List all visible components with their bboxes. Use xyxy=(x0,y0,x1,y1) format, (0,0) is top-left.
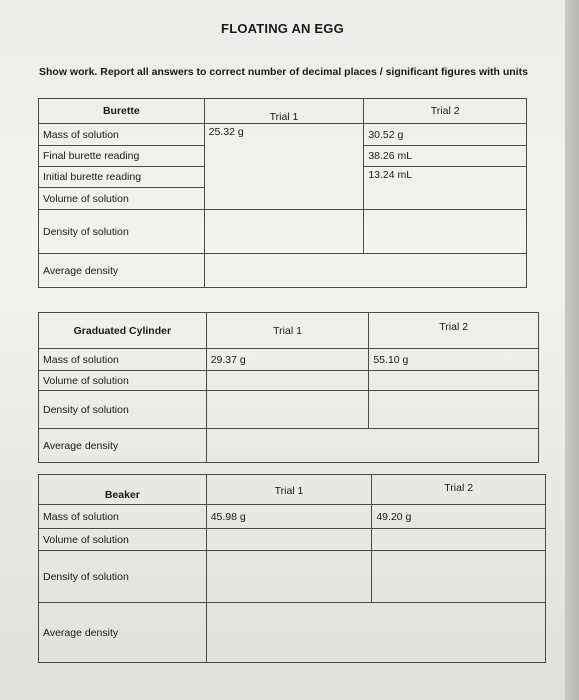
burette-row-label: Final burette reading xyxy=(39,146,205,167)
cylinder-row-label: Volume of solution xyxy=(39,371,207,391)
cylinder-average-cell xyxy=(206,429,538,463)
cylinder-trial2-volume xyxy=(369,371,539,391)
burette-trial2-initial: 13.24 mL xyxy=(364,167,527,210)
cylinder-trial1-density xyxy=(206,391,369,429)
cylinder-trial2-mass: 55.10 g xyxy=(369,349,539,371)
burette-trial2-header: Trial 2 xyxy=(364,99,527,124)
cylinder-trial1-mass: 29.37 g xyxy=(206,349,369,371)
beaker-row-label: Mass of solution xyxy=(39,505,207,529)
cylinder-header: Graduated Cylinder xyxy=(39,313,207,349)
burette-row-label: Mass of solution xyxy=(39,124,205,146)
burette-row-label: Average density xyxy=(39,254,205,288)
beaker-table xyxy=(38,474,546,663)
beaker-header: Beaker xyxy=(39,475,207,505)
background-edge xyxy=(565,0,579,700)
beaker-trial2-volume xyxy=(372,529,546,551)
beaker-trial1-header: Trial 1 xyxy=(206,475,372,505)
burette-header: Burette xyxy=(39,99,205,124)
beaker-row-label: Density of solution xyxy=(39,551,207,603)
beaker-trial2-mass: 49.20 g xyxy=(372,505,546,529)
cylinder-row-label: Density of solution xyxy=(39,391,207,429)
beaker-trial2-header: Trial 2 xyxy=(372,475,546,505)
beaker-trial2-density xyxy=(372,551,546,603)
burette-row-label: Density of solution xyxy=(39,210,205,254)
cylinder-trial1-volume xyxy=(206,371,369,391)
cylinder-row-label: Average density xyxy=(39,429,207,463)
beaker-trial1-volume xyxy=(206,529,372,551)
burette-trial2-density xyxy=(364,210,527,254)
cylinder-trial2-header: Trial 2 xyxy=(369,313,539,349)
burette-trial2-final: 38.26 mL xyxy=(364,146,527,167)
beaker-trial1-density xyxy=(206,551,372,603)
graduated-cylinder-table xyxy=(38,312,539,463)
beaker-average-cell xyxy=(206,603,545,663)
burette-trial1-mass: 25.32 g xyxy=(204,124,364,210)
burette-row-label: Volume of solution xyxy=(39,188,205,210)
burette-trial1-density xyxy=(204,210,364,254)
page-title: FLOATING AN EGG xyxy=(221,21,344,36)
burette-trial1-header: Trial 1 xyxy=(204,99,364,124)
cylinder-trial1-header: Trial 1 xyxy=(206,313,369,349)
instructions-text: Show work. Report all answers to correct number of decimal places / significant figures with units xyxy=(39,66,528,78)
burette-row-label: Initial burette reading xyxy=(39,167,205,188)
cylinder-trial2-density xyxy=(369,391,539,429)
beaker-row-label: Average density xyxy=(39,603,207,663)
burette-average-cell xyxy=(204,254,526,288)
beaker-row-label: Volume of solution xyxy=(39,529,207,551)
burette-trial2-mass: 30.52 g xyxy=(364,124,527,146)
burette-table xyxy=(38,98,527,288)
cylinder-row-label: Mass of solution xyxy=(39,349,207,371)
beaker-trial1-mass: 45.98 g xyxy=(206,505,372,529)
